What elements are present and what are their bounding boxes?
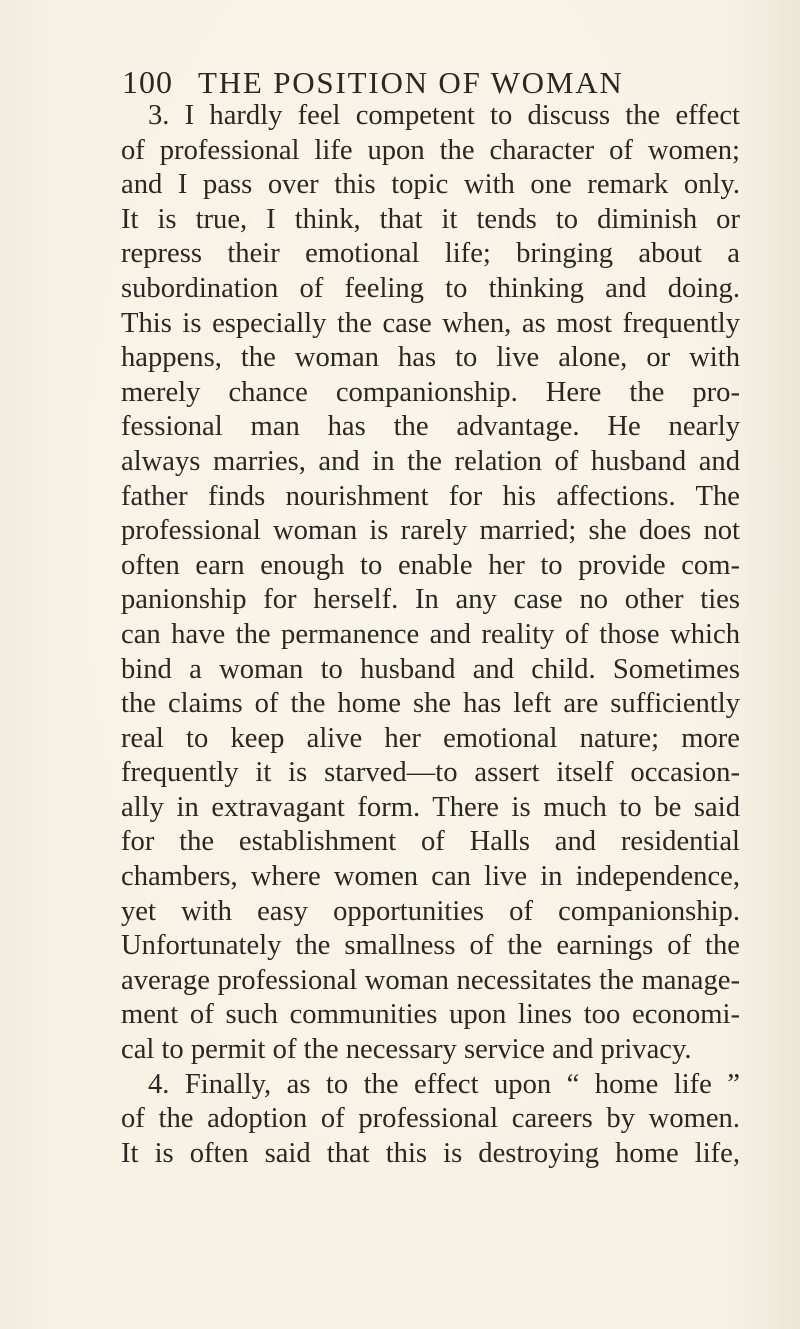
running-head-title: THE POSITION OF WOMAN [198,65,624,100]
text-line: and I pass over this topic with one remark only. [121,169,740,201]
text-line: It is true, I think, that it tends to diminish or [121,203,740,235]
text-line: happens, the woman has to live alone, or with [121,342,740,374]
text-line: 4. Finally, as to the effect upon “ home life ” [148,1068,740,1100]
body-text [121,99,740,1171]
text-line: subordination of feeling to thinking and doing. [121,272,740,304]
text-line: fessional man has the advantage. He nearly [121,411,740,443]
text-line: real to keep alive her emotional nature; more [121,722,740,754]
text-line: average professional woman necessitates the manage- [121,964,740,996]
text-line: the claims of the home she has left are sufficiently [121,688,740,720]
text-line: can have the permanence and reality of those which [121,618,740,650]
paragraph-4 [121,1068,740,1172]
text-line: repress their emotional life; bringing about a [121,238,740,270]
page-number: 100 [122,64,173,100]
text-line: 3. I hardly feel competent to discuss the effect [148,100,740,131]
text-line: panionship for herself. In any case no other ties [121,584,740,616]
text-line: father finds nourishment for his affections. The [121,480,740,512]
text-line: yet with easy opportunities of companionship. [121,895,740,927]
text-line: It is often said that this is destroying home life, [121,1137,740,1169]
text-line: This is especially the case when, as most frequently [121,307,740,339]
text-line: cal to permit of the necessary service and privacy. [121,1034,692,1066]
text-line: Unfortunately the smallness of the earnings of the [121,930,740,962]
text-line: frequently it is starved—to assert itself occasion- [121,757,740,789]
text-line: chambers, where women can live in independence, [121,861,740,893]
text-line: always marries, and in the relation of husband and [121,445,740,477]
text-line: merely chance companionship. Here the pro- [121,376,740,408]
text-line: of the adoption of professional careers by women. [121,1103,740,1135]
paragraph-3 [121,99,740,1068]
text-line: for the establishment of Halls and residential [121,826,740,858]
text-line: ment of such communities upon lines too economi- [121,999,740,1031]
running-head [122,62,742,102]
text-line: bind a woman to husband and child. Sometimes [121,653,740,685]
text-line: of professional life upon the character of women; [121,134,740,166]
text-line: professional woman is rarely married; she does not [121,515,740,547]
text-line: ally in extravagant form. There is much to be said [121,791,740,823]
text-line: often earn enough to enable her to provide com- [121,549,740,581]
